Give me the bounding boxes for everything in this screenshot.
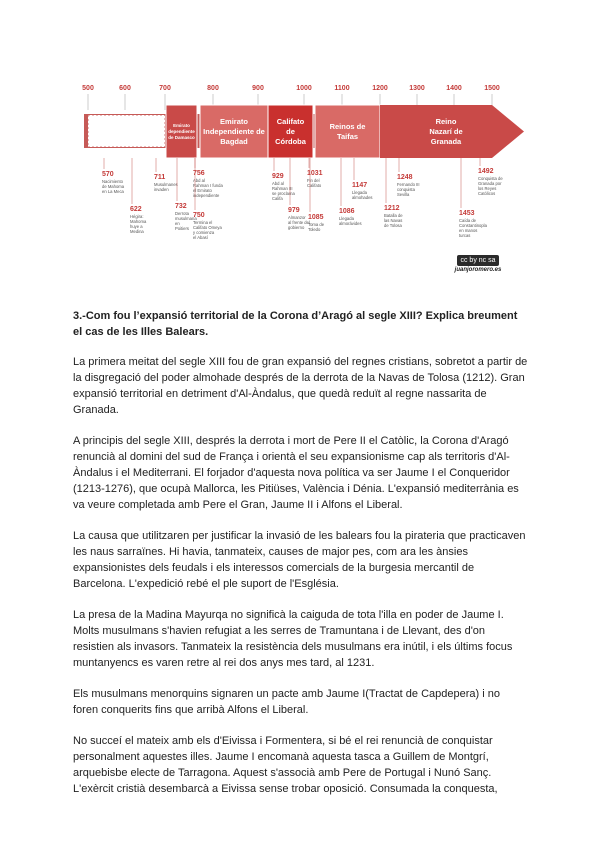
period-label: de [286, 127, 295, 136]
period-label: Nazarí de [429, 127, 463, 136]
event-description: en [175, 221, 180, 226]
event-year: 1212 [384, 205, 400, 212]
period-label: Reino [435, 117, 457, 126]
period-label: Reinos de [329, 122, 366, 131]
event-year: 750 [193, 212, 205, 219]
event-year: 1453 [459, 210, 475, 217]
paragraph: No succeí el mateix amb els d'Eivissa i Formentera, si bé el rei renuncià de conquistar personalment aquestes illes. Jaume I encomanà aquesta tasca a Guillem de Montgrí, arquebisbe electe de Tarragona. Aquest s'associà amb Pere de Portugal i Nunó Sanç. L'exèrcit cristià desembarcà a Eivissa sense trobar oposició. Consumada la conquesta, [73, 735, 498, 795]
tick-label: 500 [82, 85, 94, 92]
event-description: se proclama [272, 191, 295, 196]
event-year: 1086 [339, 208, 355, 215]
event-description: Rahman I funda [193, 183, 223, 188]
event-description: almohades [352, 195, 373, 200]
event-description: almorávides [339, 221, 362, 226]
event-year: 1147 [352, 182, 368, 189]
event-description: y comienza [193, 230, 215, 235]
event-year: 732 [175, 203, 187, 210]
event-description: Califa [272, 196, 283, 201]
event-description: huye a [130, 224, 143, 229]
event-description: Rahman III [272, 186, 293, 191]
event-year: 622 [130, 206, 142, 213]
event-description: conquista [397, 187, 415, 192]
event-year: 570 [102, 171, 114, 178]
period-label: de Damasco [168, 135, 195, 140]
event-description: en La Meca [102, 189, 124, 194]
event-description: Poitiers [175, 226, 189, 231]
tick-label: 1200 [372, 85, 388, 92]
event-description: de Mahoma [102, 184, 125, 189]
tick-label: 1000 [296, 85, 312, 92]
event-description: Medina [130, 229, 144, 234]
event-description: Granada por [478, 181, 502, 186]
event-description: Musulmanes [154, 182, 178, 187]
event-year: 1248 [397, 174, 413, 181]
event-year: 756 [193, 170, 205, 177]
tick-label: 1300 [409, 85, 425, 92]
event-description: Católicos [478, 191, 496, 196]
tick-label: 1100 [334, 85, 350, 92]
credit-site: juanjoromero.es [454, 267, 502, 273]
timeline-chart [80, 80, 530, 280]
event-description: musulmana [175, 216, 197, 221]
paragraph: La causa que utilitzaren per justificar la invasió de les balears fou la pirateria que practicaven les naus sarraïnes. Hi havia, tanmateix, causes de major pes, com ara les ànsies expansionistes dels feudals i els interessos comercials de la burgesia mercantil de Barcelona. L'expedició rebé el ple suport de l'Església. [73, 530, 526, 590]
license-credit [452, 255, 504, 273]
event-description: invaden [154, 187, 169, 192]
event-description: Fin del [307, 178, 320, 183]
event-description: al frente del [288, 220, 310, 225]
event-description: Hégira: [130, 214, 144, 219]
event-description: Nacimiento [102, 179, 123, 184]
event-description: los Reyes [478, 186, 497, 191]
event-year: 1492 [478, 168, 494, 175]
event-description: Almanzor [288, 215, 306, 220]
event-description: Toma de [308, 222, 325, 227]
tick-label: 600 [119, 85, 131, 92]
event-description: Llegada [352, 190, 367, 195]
paragraph: A principis del segle XIII, després la derrota i mort de Pere II el Catòlic, la Corona d'Aragó renuncià al domini del sud de França i orientà el seu expansionisme cap als territoris d'Al-Àndalus i el Mediterrani. El forjador d'aquesta nova política va ser Jaume I el Conqueridor (1213-1276), que ocupà Mallorca, les Pitiüses, València i Dénia. L'expansió mediterrània es va veure completada amb Pere el Gran, Jaume II i Alfons el Liberal. [73, 435, 519, 511]
event-description: Mahoma [130, 219, 147, 224]
event-description: el Emirato [193, 188, 212, 193]
event-description: Toledo [308, 227, 321, 232]
event-description: de Tolosa [384, 223, 402, 228]
period-label: Granada [430, 137, 462, 146]
event-description: en manos [459, 228, 478, 233]
tick-label: 700 [159, 85, 171, 92]
period-label: Bagdad [220, 137, 248, 146]
event-description: independiente [193, 193, 220, 198]
event-description: Abd al [272, 181, 284, 186]
period-label: Independiente de [203, 127, 265, 136]
event-description: Termina el [193, 220, 213, 225]
event-description: turcas [459, 233, 471, 238]
event-description: Derrota [175, 211, 189, 216]
question-heading: 3.-Com fou l’expansió territorial de la Corona d’Aragó al segle XIII? Explica breument el cas de les Illes Balears. [73, 310, 518, 338]
period-label: dependiente [168, 129, 195, 134]
tick-label: 800 [207, 85, 219, 92]
event-description: gobierno [288, 225, 305, 230]
event-description: Constantinopla [459, 223, 487, 228]
event-description: Abd al [193, 178, 205, 183]
event-description: Sevilla [397, 192, 410, 197]
event-year: 711 [154, 174, 166, 181]
event-year: 1031 [307, 170, 323, 177]
event-description: las Navas [384, 218, 403, 223]
tick-label: 1400 [446, 85, 462, 92]
paragraph: Els musulmans menorquins signaren un pacte amb Jaume I(Tractat de Capdepera) i no foren conquerits fins que arribà Alfons el Liberal. [73, 688, 500, 716]
event-description: Batalla de [384, 213, 403, 218]
event-description: Fernando III [397, 182, 420, 187]
event-description: Conquista de [478, 176, 503, 181]
paragraph: La presa de la Madina Mayurqa no significà la caiguda de tota l'illa en poder de Jaume I. Molts musulmans s'havien refugiat a les serres de Tramuntana i de Llevant, des d'on resistien als invasors. Tanmateix la resistència dels musulmans era inútil, i els últims focus muntanyencs es varen retre al rei dos anys mes tard, al 1231. [73, 609, 513, 669]
event-year: 1085 [308, 214, 324, 221]
period-label: Emirato [220, 117, 248, 126]
cc-license-badge: cc by nc sa [457, 255, 499, 266]
timeline-empty-period [88, 115, 165, 147]
period-label: Califato [276, 117, 305, 126]
event-year: 929 [272, 173, 284, 180]
event-description: Llegada [339, 216, 354, 221]
document-body [73, 308, 528, 812]
tick-label: 1500 [484, 85, 500, 92]
period-label: Taifas [336, 132, 359, 141]
event-description: Califato [307, 183, 322, 188]
period-label: Emirato [173, 123, 190, 128]
event-year: 979 [288, 207, 300, 214]
tick-label: 900 [252, 85, 264, 92]
event-description: Caída de [459, 218, 476, 223]
event-description: el Abasí [193, 235, 208, 240]
paragraph: La primera meitat del segle XIII fou de gran expansió del regnes cristians, sobretot a partir de la disgregació del poder almohade després de la derrota de la Navas de Tolosa (1212). Gran expansió territorial en detriment d'Al-Àndalus, que quedà reduït al regne nassarita de Granada. [73, 356, 528, 416]
event-description: Califato Omeya [193, 225, 222, 230]
period-label: Córdoba [275, 137, 306, 146]
